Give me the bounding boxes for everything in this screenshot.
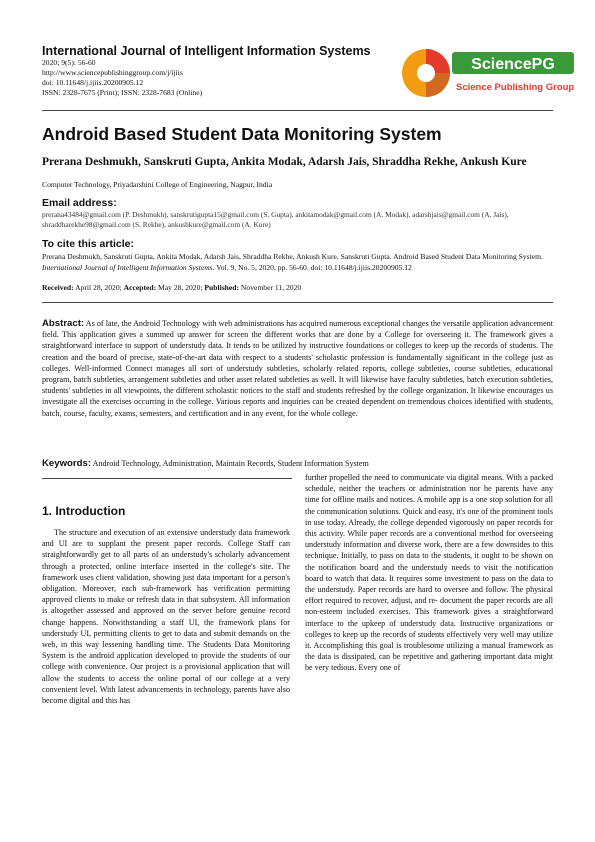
journal-meta	[42, 58, 202, 98]
published-label: Published:	[204, 283, 240, 292]
email-line: shraddharekhe98@gmail.com (S. Rekhe), ankushkure@gmail.com (A. Kure)	[42, 220, 271, 229]
journal-name: International Journal of Intelligent Information Systems	[42, 44, 371, 58]
meta-line: http://www.sciencepublishinggroup.com/j/ijiis	[42, 68, 183, 77]
meta-line: 2020; 9(5): 56-60	[42, 58, 96, 67]
citation	[42, 251, 553, 273]
sciencepg-logo	[400, 46, 576, 100]
logo-tagline: Science Publishing Group	[456, 82, 575, 93]
abstract	[42, 318, 553, 419]
intro-column-right: further propelled the need to communicate via digital means. With a packed schedule, neither the teachers or administration nor he parents have any time for offline mails and notices. A mobile app is a one stop solution for all the communication solutions. Quick and easy, it's one of the prominent tools in use today. Already, the college depended vigorously on paper records for this activity. While paper records are a conventional method for overseeing understudy information and diverse work, there are a few downsides to this technique. Initially, to pass on data to the students, it ought to be shown on the notification board and the understudy needs to visit the notification board to watch that data. It requires some investment to pass on the data to the understudy. Paper records are hard to oversee and follow. The physical effort required to recover, adjust, and re- document the paper records are all non-esteem included exercises. This framework gives a straightforward interface to the upkeep of understudy data. Instructive organizations or colleges to keep up the records of students effectively very well may utilize it. Accomplishing this goal is troublesome utilizing a manual framework as the data is dissipated, can be repetitive and gathering important data might be very tedious. Every one of	[305, 473, 553, 673]
affiliation: Computer Technology, Priyadarshini College of Engineering, Nagpur, India	[42, 180, 273, 189]
section-heading-introduction: 1. Introduction	[42, 504, 126, 518]
paper-title: Android Based Student Data Monitoring System	[42, 124, 442, 144]
meta-line: doi: 10.11648/j.ijiis.20200905.12	[42, 78, 144, 87]
logo-name: SciencePG	[471, 56, 555, 73]
keywords	[42, 458, 553, 469]
keywords-text: Android Technology, Administration, Maintain Records, Student Information System	[91, 459, 369, 468]
accepted-label: Accepted:	[123, 283, 157, 292]
header-divider	[42, 110, 553, 111]
publication-dates	[42, 283, 301, 292]
email-list	[42, 210, 553, 230]
meta-line: ISSN: 2328-7675 (Print); ISSN: 2328-7683 (Online)	[42, 88, 203, 97]
body-divider	[42, 478, 292, 479]
accepted-date: May 28, 2020;	[156, 283, 205, 292]
cite-heading: To cite this article:	[42, 238, 134, 250]
citation-tail: Vol. 9, No. 5, 2020, pp. 56-60. doi: 10.11648/j.ijiis.20200905.12	[214, 263, 412, 272]
received-date: April 28, 2020;	[73, 283, 124, 292]
abstract-text: As of late, the Android Technology with web administrations has acquired numerous exceptional changes the versatile application advancement field. This application gives a summed up answer for screen the different works that are done by a College for overseeing it. The framework gives a straightforward interface to support of understudy data. It tends to be utilized by instructive foundations or colleges to keep up the records of students. The creation and the board of precise, state-of-the-art data with respect to a students' scholastic profession is fundamentally significant in the college just as colleges. Well-informed Connect manages all sort of understudy subtleties, scholarly related reports, college subtleties, course subtleties, educational program, batch subtleties, arrangement subtleties and other asset related subtleties as well. It will likewise have faculty subtleties, batch execution subtleties, students' subtleties in all viewpoints, the different scholastic notices to the staff and students refreshed by the college organization. It likewise encourages us investigate all the exercises occurring in the college. Various reports and inquiries can be created dependent on tremendous choices identified with students, batch, course, faculty, exams, semesters, and certification and in any event, for the whole college.	[42, 319, 553, 418]
intro-column-left: The structure and execution of an extensive understudy data framework and UI are to supplant the present paper records. College Staff can straightforwardly get to all parts of an understudy's scholarly advancement through a protected, online interface inserted in the college's site. The framework uses client validation, showing just data important for a person's obligation. Moreover, each sub-framework has verification permitting approved clients to make or refresh data in that subsystem. All information is altogether assessed and approved on the server before genuine record change happens. Notwithstanding a staff UI, the framework plans for understudy UI, permitting clients to get to data and submit demands on the web, in this way lessening handling time. The Students Data Monitoring System is the android application developed to provide the students of our college with convenience. Our project is a provisional application that will allow the students to access the online portal of our college at a very convenient level. With latest advancements in technology, parents have also become digital and this has	[42, 528, 290, 706]
abstract-label: Abstract:	[42, 318, 85, 329]
published-date: November 11, 2020	[239, 283, 302, 292]
email-line: prerana43484@gmail.com (P. Deshmukh), sanskrutigupta15@gmail.com (S. Gupta), ankitamodak@gmail.com (A. Modak), adarshjais@gmail.com (A. Jais),	[42, 210, 509, 219]
author-list: Prerana Deshmukh, Sanskruti Gupta, Ankita Modak, Adarsh Jais, Shraddha Rekhe, Ankush Kure	[42, 156, 527, 168]
abstract-divider	[42, 302, 553, 303]
keywords-label: Keywords:	[42, 458, 92, 469]
citation-journal: International Journal of Intelligent Information Systems.	[42, 263, 215, 272]
citation-text: Prerana Deshmukh, Sanskruti Gupta, Ankita Modak, Adarsh Jais, Shraddha Rekhe, Ankush Kure, Sanskruti Gupta. Android Based Student Data Monitoring System.	[42, 252, 543, 261]
email-heading: Email address:	[42, 197, 117, 209]
received-label: Received:	[42, 283, 74, 292]
